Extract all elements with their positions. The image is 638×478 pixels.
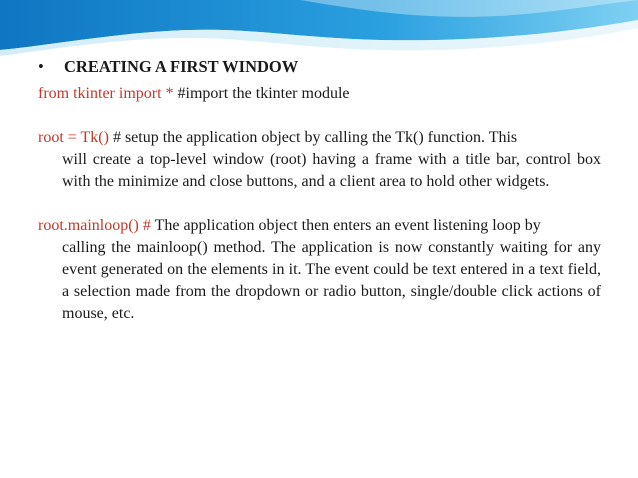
mainloop-description: calling the mainloop() method. The application is now constantly waiting for any event generated on the elements in it. The event could be text entered in a text field, a selection made from the dropdown or radio button, single/double click actions of mouse, etc. bbox=[62, 239, 601, 322]
root-paragraph bbox=[38, 127, 601, 193]
import-code: from tkinter import * bbox=[38, 85, 178, 102]
import-comment: #import the tkinter module bbox=[177, 85, 350, 102]
slide-heading bbox=[38, 56, 601, 78]
slide-body bbox=[38, 56, 601, 325]
root-first-line: # setup the application object by calling the Tk() function. This bbox=[112, 129, 518, 146]
heading-text: CREATING A FIRST WINDOW bbox=[64, 57, 299, 76]
import-line bbox=[38, 83, 601, 105]
bullet-marker: • bbox=[38, 57, 44, 76]
mainloop-first-line: The application object then enters an event listening loop by bbox=[154, 217, 541, 234]
mainloop-paragraph bbox=[38, 215, 601, 325]
mainloop-code: root.mainloop() # bbox=[38, 217, 155, 234]
root-code: root = Tk() bbox=[38, 129, 113, 146]
slide-header-banner bbox=[0, 0, 638, 60]
root-description: will create a top-level window (root) having a frame with a title bar, control box with the minimize and close buttons, and a client area to hold other widgets. bbox=[62, 151, 601, 190]
